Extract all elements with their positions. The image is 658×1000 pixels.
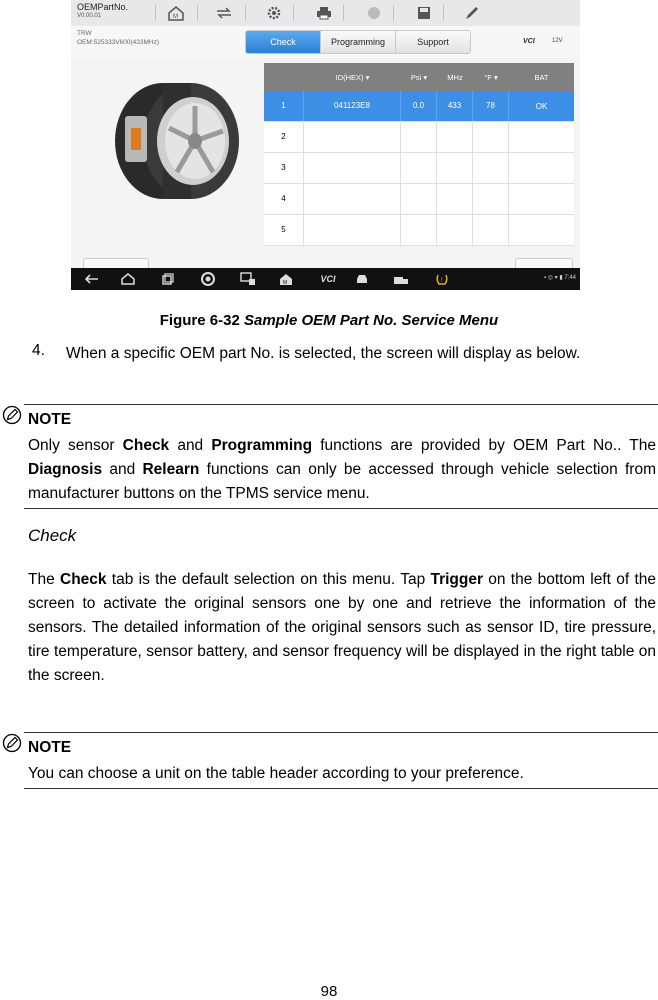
note-pencil-icon [2,733,22,753]
service-menu-screenshot [71,0,580,290]
sensor-pressure [401,122,437,152]
col-pressure-header[interactable]: Psi ▾ [410,72,428,82]
home-icon[interactable] [163,3,189,22]
tab-support[interactable]: Support [396,31,470,53]
sensor-pressure: 0.0 [401,91,437,121]
tpms-warning-icon[interactable] [433,271,451,287]
sensor-pressure [401,153,437,183]
vehicle-icon[interactable] [353,271,371,287]
tpms-home-icon[interactable] [277,271,295,287]
tab-check[interactable]: Check [246,31,321,53]
vehicle-swap-icon[interactable] [211,3,237,22]
col-id-header[interactable]: ID(HEX) ▾ [335,72,370,82]
save-icon[interactable] [411,3,437,22]
sensor-battery: OK [535,101,548,111]
note-top-rule [24,404,658,405]
service-shop-icon[interactable] [391,271,411,287]
note-bottom-rule [24,508,658,509]
svg-text:M: M [173,13,178,20]
sensor-id: 041123E8 [304,91,401,121]
table-row[interactable] [264,184,574,215]
settings-gear-icon[interactable] [261,3,287,22]
oem-brand: TRW [77,30,92,37]
figure-label: Figure 6-32 [159,312,240,329]
status-tray [544,274,576,281]
note-top-rule [24,732,658,733]
sensor-pressure [401,215,437,245]
sensor-id [304,153,401,183]
col-battery-header: BAT [534,72,549,82]
vci-nav-icon[interactable]: VCI [320,274,336,284]
table-row[interactable] [264,153,574,184]
table-row[interactable] [264,215,574,246]
print-icon[interactable] [311,3,337,22]
sensor-temperature [473,215,509,245]
col-temperature-header[interactable]: °F ▾ [484,72,498,82]
vci-status-icon: VCI [523,38,535,45]
help-icon[interactable] [361,3,387,22]
sensor-frequency [437,184,473,214]
pen-edit-icon[interactable] [459,3,485,22]
browser-icon[interactable] [199,271,217,287]
row-index: 4 [264,184,304,214]
tab-programming[interactable]: Programming [321,31,396,53]
sensor-frequency: 433 [437,91,473,121]
figure-title: Sample OEM Part No. Service Menu [243,312,499,329]
sensor-id [304,215,401,245]
section-paragraph: The Check tab is the default selection on this menu. Tap Trigger on the bottom left of the screen to activate the original sensors one by one and retrieve the information of the sensors. The detailed information of the original sensors such as sensor ID, tire pressure, tire temperature, sensor battery, and sensor frequency will be displayed in the right table on the screen. [28,571,657,684]
note-title: NOTE [28,411,72,428]
sensor-table [264,63,574,246]
row-index: 1 [264,91,304,121]
sensor-pressure [401,184,437,214]
remote-desktop-icon[interactable] [237,271,259,287]
sensor-id [304,122,401,152]
sensor-frequency [437,122,473,152]
sensor-temperature [473,153,509,183]
top-toolbar [71,0,580,27]
table-row[interactable] [264,91,574,122]
sensor-id [304,184,401,214]
svg-text:!: ! [441,277,443,284]
step-number: 4. [32,342,45,359]
section-title: Check [28,526,77,545]
function-tabs [245,30,471,54]
app-title: OEMPartNo. [77,2,129,12]
page-number: 98 [320,983,338,1000]
svg-text:M: M [283,279,288,286]
recent-apps-icon[interactable] [159,271,177,287]
tire-illustration-icon [101,76,251,206]
wifi-icon: ▪ ◎ ▾ ▮ [543,275,563,281]
note-body: Only sensor Check and Programming functions are provided by OEM Part No.. The Diagnosis and Relearn functions can only be accessed through vehicle selection from manufacturer buttons on the TPMS service menu. [28,437,656,502]
col-frequency-header: MHz [447,72,463,82]
home-nav-icon[interactable] [119,271,137,287]
sensor-frequency [437,215,473,245]
step-text: When a specific OEM part No. is selected, the screen will display as below. [66,345,581,362]
row-index: 2 [264,122,304,152]
note-pencil-icon [2,405,22,425]
note-bottom-rule [24,788,658,789]
oem-part-number: OEM:525333V600(433MHz) [77,39,160,46]
app-version: V0.00.01 [77,13,102,19]
note-body: You can choose a unit on the table header according to your preference. [28,765,524,782]
back-icon[interactable] [83,271,101,287]
figure-caption [0,312,658,329]
note-title: NOTE [28,739,72,756]
sensor-temperature: 78 [473,91,509,121]
android-nav-bar [71,268,580,290]
sensor-temperature [473,122,509,152]
sensor-temperature [473,184,509,214]
row-index: 5 [264,215,304,245]
clock: 7:44 [564,275,576,281]
table-row[interactable] [264,122,574,153]
table-header [264,63,574,91]
battery-voltage-icon: 12V [552,38,563,44]
row-index: 3 [264,153,304,183]
sensor-frequency [437,153,473,183]
